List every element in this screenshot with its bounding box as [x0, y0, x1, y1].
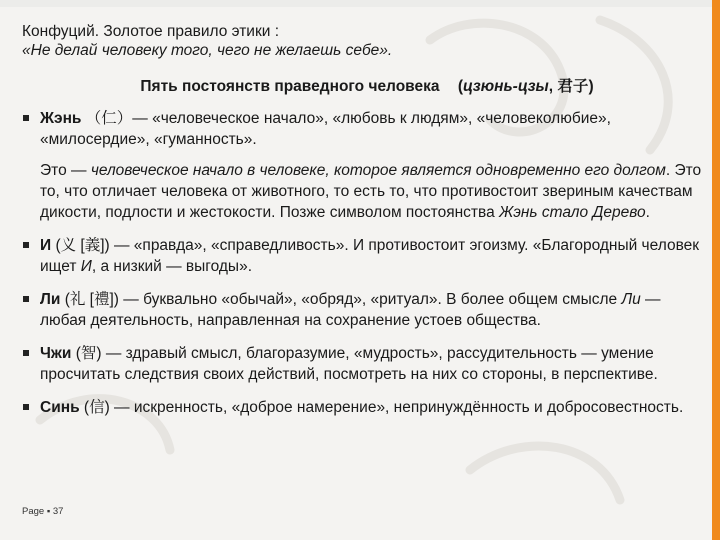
ren-explanation — [22, 160, 702, 223]
explanation-text: . Это то, что отличает человека от животного, то есть то, что противостоит звериным качествам дикости, подлости и жестокости. Позже символом постоянства — [40, 162, 702, 221]
term-label: И — [40, 237, 52, 254]
term-emphasis: И — [80, 258, 92, 275]
intro-quote: «Не делай человеку того, чего не желаешь себе». — [22, 42, 393, 59]
bullet-icon — [23, 115, 29, 121]
heading-paren-close: ) — [588, 78, 594, 95]
list-item — [22, 343, 702, 385]
term-description: — любая деятельность, направленная на сохранение устоев общества. — [40, 291, 661, 329]
term-label: Ли — [40, 291, 61, 308]
page-number: 37 — [52, 506, 64, 517]
term-description: , а низкий — выгоды». — [91, 258, 252, 275]
bullet-icon — [23, 350, 29, 356]
explanation-text: . — [645, 204, 650, 221]
term-label: Жэнь — [40, 110, 82, 127]
bullet-icon — [23, 296, 29, 302]
list-item — [22, 397, 702, 418]
heading-paren-open: ( — [457, 78, 463, 95]
heading-sep: , — [548, 78, 558, 95]
heading-term: цзюнь-цзы — [462, 78, 549, 95]
term-description: (信) — искренность, «доброе намерение», непринуждённость и добросовестность. — [79, 399, 684, 416]
term-description: (义 [義]) — «правда», «справедливость». И противостоит эгоизму. «Благородный человек ищет — [40, 237, 700, 275]
list-item — [22, 289, 702, 331]
term-label: Синь — [40, 399, 80, 416]
explanation-text: Это — — [40, 162, 91, 179]
term-label: Чжи — [40, 345, 72, 362]
bullet-icon — [23, 404, 29, 410]
page-separator-icon: ▪ — [46, 506, 51, 517]
list-item — [22, 235, 702, 277]
top-strip — [0, 0, 720, 7]
page-label: Page — [22, 506, 45, 517]
intro-title: Конфуций. Золотое правило этики : — [22, 23, 280, 40]
term-description: （仁）— «человеческое начало», «любовь к людям», «человеколюбие», «милосердие», «гуманность». — [40, 110, 611, 148]
term-description: (礼 [禮]) — буквально «обычай», «обряд», «ритуал». В более общем смысле — [60, 291, 622, 308]
bullet-icon — [23, 242, 29, 248]
page-footer — [22, 506, 63, 517]
accent-sidebar — [712, 0, 720, 540]
explanation-emphasis: человеческое начало в человеке, которое является одновременно его долгом — [90, 162, 666, 179]
list-item — [22, 108, 702, 150]
term-emphasis: Ли — [621, 291, 641, 308]
heading-hanzi: 君子 — [557, 78, 589, 95]
term-description: (智) — здравый смысл, благоразумие, «мудрость», рассудительность — умение просчитать следствия своих действий, посмотреть на них со стороны, в перспективе. — [40, 345, 658, 383]
explanation-emphasis: Жэнь стало Дерево — [499, 204, 646, 221]
heading-text: Пять постоянств праведного человека — [140, 78, 440, 95]
section-heading — [22, 74, 702, 96]
slide-content — [22, 22, 702, 430]
